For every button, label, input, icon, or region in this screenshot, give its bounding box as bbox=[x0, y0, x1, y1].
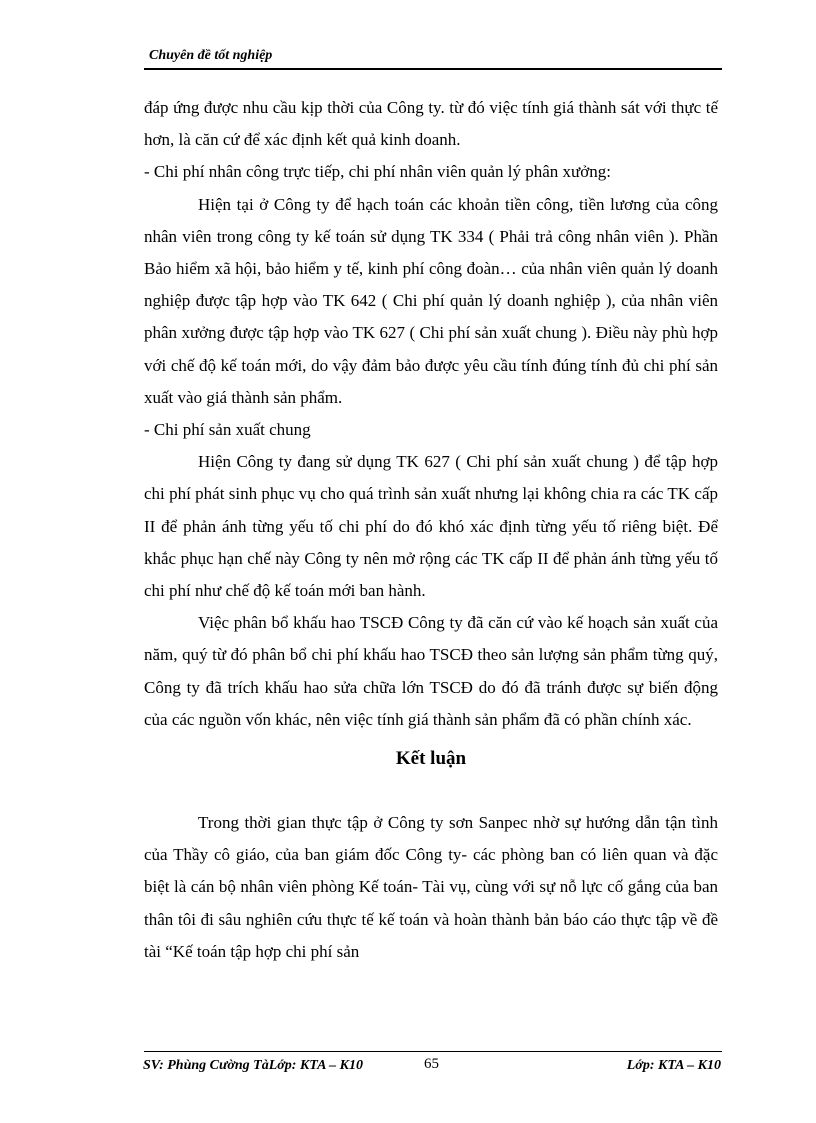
footer-divider bbox=[144, 1051, 722, 1052]
paragraph-labor-accounting: Hiện tại ở Công ty để hạch toán các khoản tiền công, tiền lương của công nhân viên trong công ty kế toán sử dụng TK 334 ( Phải trả công nhân viên ). Phần Bảo hiểm xã hội, bảo hiểm y tế, kinh phí công đoàn… của nhân viên quản lý doanh nghiệp được tập hợp vào TK 642 ( Chi phí quản lý doanh nghiệp ), của nhân viên phân xưởng được tập hợp vào TK 627 ( Chi phí sản xuất chung ). Điều này phù hợp với chế độ kế toán mới, do vậy đảm bảo được yêu cầu tính đúng tính đủ chi phí sản xuất vào giá thành sản phẩm. bbox=[144, 194, 718, 407]
header-title: Chuyên đề tốt nghiệp bbox=[149, 48, 273, 63]
footer-student: SV: Phùng Cường TàLớp: KTA – K10 bbox=[143, 1058, 363, 1073]
page-number: 65 bbox=[424, 1056, 439, 1072]
paragraph-depreciation: Việc phân bổ khấu hao TSCĐ Công ty đã căn cứ vào kế hoạch sản xuất của năm, quý từ đó phân bổ chi phí khấu hao TSCĐ theo sản lượng sản phẩm từng quý, Công ty đã trích khấu hao sửa chữa lớn TSCĐ do đó đã tránh được sự biến động của các nguồn vốn khác, nên việc tính giá thành sản phẩm đã có phần chính xác. bbox=[144, 613, 718, 729]
document-body bbox=[144, 92, 718, 968]
paragraph-cost-continuation: đáp ứng được nhu cầu kịp thời của Công ty. từ đó việc tính giá thành sát với thực tế hơn, là căn cứ để xác định kết quả kinh doanh. bbox=[144, 98, 718, 150]
header-divider bbox=[144, 68, 722, 70]
bullet-labor-cost: - Chi phí nhân công trực tiếp, chi phí nhân viên quản lý phân xưởng: bbox=[144, 162, 611, 182]
conclusion-heading: Kết luận bbox=[395, 748, 467, 770]
paragraph-overhead-accounting: Hiện Công ty đang sử dụng TK 627 ( Chi phí sản xuất chung ) để tập hợp chi phí phát sinh phục vụ cho quá trình sản xuất nhưng lại không chia ra các TK cấp II để phản ánh từng yếu tố chi phí do đó khó xác định từng yếu tố riêng biệt. Để khắc phục hạn chế này Công ty nên mở rộng các TK cấp II để phản ánh từng yếu tố chi phí như chế độ kế toán mới ban hành. bbox=[144, 452, 718, 601]
paragraph-conclusion: Trong thời gian thực tập ở Công ty sơn Sanpec nhờ sự hướng dẫn tận tình của Thầy cô giáo, của ban giám đốc Công ty- các phòng ban có liên quan và đặc biệt là cán bộ nhân viên phòng Kế toán- Tài vụ, cùng với sự nỗ lực cố gắng của ban thân tôi đi sâu nghiên cứu thực tế kế toán và hoàn thành bản báo cáo thực tập về đề tài “Kế toán tập hợp chi phí sản bbox=[144, 813, 718, 961]
footer-class: Lớp: KTA – K10 bbox=[626, 1058, 721, 1073]
bullet-overhead-cost: - Chi phí sản xuất chung bbox=[144, 420, 311, 440]
